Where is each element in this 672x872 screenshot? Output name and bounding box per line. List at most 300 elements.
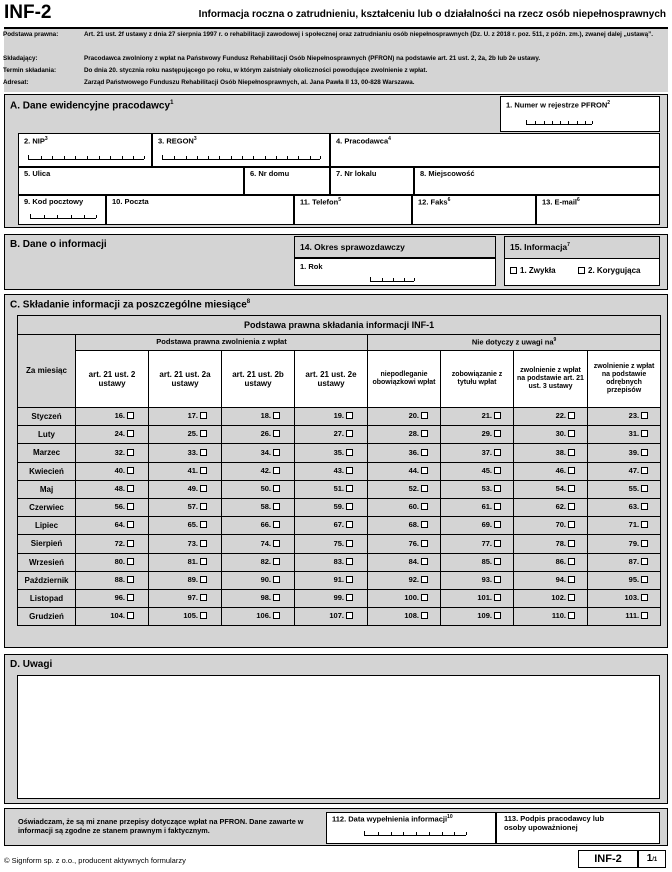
field-number: 106.	[256, 611, 271, 621]
field-number: 21.	[481, 411, 492, 421]
month-checkbox-cell[interactable]	[441, 498, 514, 516]
checkbox-icon[interactable]	[127, 485, 134, 492]
field-number: 50.	[260, 484, 271, 494]
form-title: Informacja roczna o zatrudnieniu, kształceniu lub o działalności na rzecz osób niepełnosprawnych	[198, 9, 666, 20]
month-checkbox-cell[interactable]	[514, 608, 588, 626]
digit-comb	[364, 831, 466, 836]
field-number: 109.	[477, 611, 492, 621]
checkbox-icon[interactable]	[494, 467, 501, 474]
checkbox-icon[interactable]	[200, 612, 207, 619]
checkbox-icon[interactable]	[568, 412, 575, 419]
table-row	[18, 517, 661, 535]
month-checkbox-cell[interactable]	[76, 426, 149, 444]
month-checkbox-cell[interactable]	[514, 571, 588, 589]
checkbox-icon[interactable]	[641, 449, 648, 456]
month-checkbox-cell[interactable]	[76, 408, 149, 426]
email-label: 13. E-mail$^6$	[542, 197, 580, 207]
month-checkbox-cell[interactable]	[222, 571, 295, 589]
field-number: 81.	[187, 556, 198, 566]
month-label: Wrzesień	[18, 553, 76, 571]
checkbox-icon[interactable]	[127, 430, 134, 437]
checkbox-icon[interactable]	[641, 485, 648, 492]
month-checkbox-cell[interactable]	[441, 517, 514, 535]
checkbox-icon[interactable]	[568, 485, 575, 492]
checkbox-icon[interactable]	[346, 430, 353, 437]
month-checkbox-cell[interactable]	[149, 408, 222, 426]
field-number: 52.	[408, 484, 419, 494]
month-label: Lipiec	[18, 517, 76, 535]
checkbox-icon[interactable]	[127, 449, 134, 456]
month-checkbox-cell[interactable]	[149, 517, 222, 535]
digit-comb	[370, 277, 414, 282]
checkbox-icon[interactable]	[346, 503, 353, 510]
month-checkbox-cell[interactable]	[441, 480, 514, 498]
postal-code-label: 9. Kod pocztowy	[24, 197, 84, 206]
field-number: 22.	[555, 411, 566, 421]
field-number: 79.	[628, 538, 640, 548]
checkbox-icon[interactable]	[273, 540, 280, 547]
checkbox-icon[interactable]	[273, 576, 280, 583]
month-checkbox-cell[interactable]	[368, 608, 441, 626]
month-checkbox-cell[interactable]	[295, 535, 368, 553]
footer-form-code-box: INF-2	[578, 850, 638, 868]
month-checkbox-cell[interactable]	[368, 553, 441, 571]
month-checkbox-cell[interactable]	[295, 480, 368, 498]
checkbox-icon[interactable]	[200, 449, 207, 456]
checkbox-icon[interactable]	[200, 503, 207, 510]
checkbox-icon[interactable]	[346, 612, 353, 619]
checkbox-icon[interactable]	[421, 612, 428, 619]
checkbox-icon[interactable]	[641, 558, 648, 565]
column-header: zwolnienie z wpłat na podstawie odrębnych przepisów	[588, 351, 661, 408]
month-checkbox-cell[interactable]	[514, 480, 588, 498]
field-number: 89.	[187, 574, 198, 584]
field-number: 19.	[333, 411, 344, 421]
month-checkbox-cell[interactable]	[222, 553, 295, 571]
table-row	[18, 608, 661, 626]
field-number: 97.	[187, 593, 198, 603]
field-number: 87.	[628, 556, 640, 566]
employer-label: 4. Pracodawca$^4$	[336, 136, 391, 146]
checkbox-icon[interactable]	[421, 503, 428, 510]
month-checkbox-cell[interactable]	[441, 408, 514, 426]
checkbox-icon[interactable]	[127, 467, 134, 474]
month-checkbox-cell[interactable]	[368, 462, 441, 480]
checkbox-icon[interactable]	[421, 521, 428, 528]
checkbox-icon[interactable]	[568, 594, 575, 601]
checkbox-icon[interactable]	[127, 521, 134, 528]
checkbox-icon[interactable]	[346, 540, 353, 547]
fill-date-label: 112. Data wypełnienia informacji$^{10}$	[332, 814, 453, 824]
checkbox-icon[interactable]	[200, 558, 207, 565]
monthly-table	[17, 315, 661, 626]
option-corrective[interactable]: 2. Korygująca	[578, 266, 640, 275]
month-checkbox-cell[interactable]	[514, 553, 588, 571]
field-number: 17.	[187, 411, 198, 421]
field-number: 84.	[408, 556, 419, 566]
field-number: 72.	[114, 538, 125, 548]
month-checkbox-cell[interactable]	[441, 444, 514, 462]
field-number: 28.	[408, 429, 419, 439]
column-header: zwolnienie z wpłat na podstawie art. 21 ust. 3 ustawy	[514, 351, 588, 408]
checkbox-icon[interactable]	[494, 412, 501, 419]
month-label: Czerwiec	[18, 498, 76, 516]
month-checkbox-cell[interactable]	[441, 426, 514, 444]
copyright: © Signform sp. z o.o., producent aktywnych formularzy	[4, 856, 186, 865]
checkbox-icon[interactable]	[200, 412, 207, 419]
month-checkbox-cell[interactable]	[149, 571, 222, 589]
month-checkbox-cell[interactable]	[295, 589, 368, 607]
month-checkbox-cell[interactable]	[149, 480, 222, 498]
checkbox-icon[interactable]	[641, 412, 648, 419]
checkbox-icon[interactable]	[200, 594, 207, 601]
checkbox-icon[interactable]	[641, 521, 648, 528]
checkbox-icon[interactable]	[200, 485, 207, 492]
field-number: 77.	[481, 538, 492, 548]
field-number: 101.	[477, 593, 492, 603]
checkbox-icon[interactable]	[568, 430, 575, 437]
field-number: 51.	[333, 484, 344, 494]
field-number: 38.	[555, 447, 566, 457]
month-checkbox-cell[interactable]	[588, 535, 661, 553]
month-checkbox-cell[interactable]	[149, 553, 222, 571]
checkbox-icon[interactable]	[568, 521, 575, 528]
checkbox-icon[interactable]	[200, 467, 207, 474]
month-checkbox-cell[interactable]	[222, 517, 295, 535]
month-checkbox-cell[interactable]	[295, 608, 368, 626]
month-checkbox-cell[interactable]	[222, 480, 295, 498]
option-regular[interactable]: 1. Zwykła	[510, 266, 556, 275]
field-number: 26.	[260, 429, 271, 439]
month-label: Listopad	[18, 589, 76, 607]
city-label: 8. Miejscowość	[420, 169, 475, 178]
month-checkbox-cell[interactable]	[588, 408, 661, 426]
month-checkbox-cell[interactable]	[76, 498, 149, 516]
month-checkbox-cell[interactable]	[76, 571, 149, 589]
info-row-deadline: Termin składania: Do dnia 20. stycznia roku następującego po roku, w którym zaistniały okoliczności powodujące zwolnienie z wpłat.	[3, 67, 428, 74]
checkbox-icon[interactable]	[346, 521, 353, 528]
field-number: 45.	[481, 465, 492, 475]
field-number: 96.	[114, 593, 125, 603]
month-checkbox-cell[interactable]	[76, 608, 149, 626]
page-number: 1/1	[638, 850, 666, 868]
month-checkbox-cell[interactable]	[514, 462, 588, 480]
month-checkbox-cell[interactable]	[514, 444, 588, 462]
table-row	[18, 553, 661, 571]
checkbox-icon[interactable]	[494, 449, 501, 456]
month-checkbox-cell[interactable]	[149, 462, 222, 480]
field-number: 105.	[183, 611, 198, 621]
month-checkbox-cell[interactable]	[588, 608, 661, 626]
field-number: 69.	[481, 520, 492, 530]
checkbox-icon[interactable]	[641, 612, 648, 619]
field-number: 55.	[628, 484, 640, 494]
month-checkbox-cell[interactable]	[588, 498, 661, 516]
checkbox-icon[interactable]	[641, 430, 648, 437]
checkbox-icon[interactable]	[346, 576, 353, 583]
month-checkbox-cell[interactable]	[149, 444, 222, 462]
month-checkbox-cell[interactable]	[441, 589, 514, 607]
checkbox-icon[interactable]	[273, 467, 280, 474]
checkbox-icon[interactable]	[568, 612, 575, 619]
checkbox-icon[interactable]	[346, 412, 353, 419]
declaration-text: Oświadczam, że są mi znane przepisy dotyczące wpłat na PFRON. Dane zawarte w informacji są zgodne ze stanem prawnym i faktycznym.	[18, 817, 304, 836]
month-checkbox-cell[interactable]	[441, 553, 514, 571]
table-row	[18, 426, 661, 444]
month-checkbox-cell[interactable]	[222, 589, 295, 607]
month-checkbox-cell[interactable]	[222, 608, 295, 626]
checkbox-icon[interactable]	[346, 485, 353, 492]
month-checkbox-cell[interactable]	[222, 444, 295, 462]
month-checkbox-cell[interactable]	[149, 498, 222, 516]
checkbox-icon[interactable]	[641, 540, 648, 547]
checkbox-icon[interactable]	[494, 521, 501, 528]
month-checkbox-cell[interactable]	[588, 589, 661, 607]
month-label: Styczeń	[18, 408, 76, 426]
checkbox-icon[interactable]	[641, 503, 648, 510]
info-row-submitter: Składający: Pracodawca zwolniony z wpłat na Państwowy Fundusz Rehabilitacji Osób Niepełnosprawnych (PFRON) na podstawie art. 21 ust. 2, 2a, 2b lub 2e ustawy.	[3, 55, 541, 62]
month-checkbox-cell[interactable]	[441, 608, 514, 626]
month-checkbox-cell[interactable]	[222, 498, 295, 516]
checkbox-icon[interactable]	[641, 594, 648, 601]
remarks-field[interactable]	[17, 675, 660, 799]
field-number: 49.	[187, 484, 198, 494]
checkbox-icon[interactable]	[421, 412, 428, 419]
month-checkbox-cell[interactable]	[222, 408, 295, 426]
month-checkbox-cell[interactable]	[514, 517, 588, 535]
checkbox-icon[interactable]	[494, 430, 501, 437]
checkbox-icon[interactable]	[273, 503, 280, 510]
checkbox-icon[interactable]	[568, 503, 575, 510]
month-checkbox-cell[interactable]	[514, 426, 588, 444]
month-checkbox-cell[interactable]	[76, 589, 149, 607]
month-checkbox-cell[interactable]	[222, 462, 295, 480]
field-number: 93.	[481, 574, 492, 584]
month-checkbox-cell[interactable]	[441, 571, 514, 589]
checkbox-icon[interactable]	[273, 594, 280, 601]
checkbox-icon[interactable]	[127, 612, 134, 619]
checkbox-icon[interactable]	[421, 430, 428, 437]
month-checkbox-cell[interactable]	[441, 462, 514, 480]
checkbox-icon[interactable]	[494, 612, 501, 619]
month-checkbox-cell[interactable]	[76, 517, 149, 535]
month-checkbox-cell[interactable]	[368, 589, 441, 607]
month-checkbox-cell[interactable]	[588, 444, 661, 462]
field-number: 59.	[333, 502, 344, 512]
month-checkbox-cell[interactable]	[588, 426, 661, 444]
checkbox-icon[interactable]	[127, 503, 134, 510]
month-checkbox-cell[interactable]	[368, 426, 441, 444]
checkbox-icon[interactable]	[273, 412, 280, 419]
checkbox-icon[interactable]	[494, 540, 501, 547]
checkbox-icon[interactable]	[421, 449, 428, 456]
field-number: 76.	[408, 538, 419, 548]
column-header: art. 21 ust. 2a ustawy	[149, 351, 222, 408]
field-number: 47.	[628, 465, 640, 475]
checkbox-icon[interactable]	[273, 430, 280, 437]
month-checkbox-cell[interactable]	[514, 535, 588, 553]
field-number: 16.	[114, 411, 125, 421]
field-number: 30.	[555, 429, 566, 439]
month-checkbox-cell[interactable]	[295, 444, 368, 462]
checkbox-icon[interactable]	[568, 540, 575, 547]
table-row	[18, 589, 661, 607]
field-number: 63.	[628, 502, 640, 512]
month-label: Październik	[18, 571, 76, 589]
checkbox-icon	[510, 267, 517, 274]
checkbox-icon[interactable]	[127, 412, 134, 419]
month-checkbox-cell[interactable]	[588, 517, 661, 535]
digit-comb	[162, 155, 320, 160]
checkbox-icon	[578, 267, 585, 274]
checkbox-icon[interactable]	[200, 576, 207, 583]
field-number: 98.	[260, 593, 271, 603]
checkbox-icon[interactable]	[346, 558, 353, 565]
phone-label: 11. Telefon$^5$	[300, 197, 341, 207]
field-number: 99.	[333, 593, 344, 603]
info-row-legal-basis: Podstawa prawna: Art. 21 ust. 2f ustawy z dnia 27 sierpnia 1997 r. o rehabilitacji zawodowej i społecznej oraz zatrudnianiu osób niepełnosprawnych (Dz. U. z 2018 r. poz. 511, z późn. zm.), zwanej dalej „ustawą”.	[3, 31, 653, 38]
month-checkbox-cell[interactable]	[368, 408, 441, 426]
month-label: Luty	[18, 426, 76, 444]
field-number: 66.	[260, 520, 271, 530]
month-checkbox-cell[interactable]	[514, 498, 588, 516]
checkbox-icon[interactable]	[346, 449, 353, 456]
checkbox-icon[interactable]	[494, 576, 501, 583]
table-row	[18, 408, 661, 426]
month-checkbox-cell[interactable]	[149, 535, 222, 553]
field-number: 90.	[260, 574, 271, 584]
table-row	[18, 462, 661, 480]
month-checkbox-cell[interactable]	[149, 589, 222, 607]
month-checkbox-cell[interactable]	[514, 408, 588, 426]
checkbox-icon[interactable]	[421, 467, 428, 474]
checkbox-icon[interactable]	[273, 521, 280, 528]
nip-label: 2. NIP$^3$	[24, 136, 48, 146]
section-c-title: C. Składanie informacji za poszczególne miesiące$^8$	[10, 299, 251, 311]
month-checkbox-cell[interactable]	[441, 535, 514, 553]
section-d-title: D. Uwagi	[10, 659, 53, 670]
field-number: 20.	[408, 411, 419, 421]
checkbox-icon[interactable]	[200, 430, 207, 437]
checkbox-icon[interactable]	[568, 449, 575, 456]
month-checkbox-cell[interactable]	[222, 535, 295, 553]
checkbox-icon[interactable]	[273, 612, 280, 619]
checkbox-icon[interactable]	[421, 594, 428, 601]
checkbox-icon[interactable]	[127, 540, 134, 547]
field-number: 57.	[187, 502, 198, 512]
checkbox-icon[interactable]	[421, 576, 428, 583]
field-number: 54.	[555, 484, 566, 494]
month-checkbox-cell[interactable]	[76, 480, 149, 498]
month-checkbox-cell[interactable]	[149, 426, 222, 444]
field-number: 29.	[481, 429, 492, 439]
month-checkbox-cell[interactable]	[295, 498, 368, 516]
post-office-label: 10. Poczta	[112, 197, 149, 206]
month-checkbox-cell[interactable]	[368, 480, 441, 498]
field-number: 71.	[628, 520, 640, 530]
month-checkbox-cell[interactable]	[368, 444, 441, 462]
info-row-addressee: Adresat: Zarząd Państwowego Funduszu Rehabilitacji Osób Niepełnosprawnych, al. Jana Pawła II 13, 00-828 Warszawa.	[3, 79, 415, 86]
month-checkbox-cell[interactable]	[295, 517, 368, 535]
field-number: 48.	[114, 484, 125, 494]
checkbox-icon[interactable]	[200, 540, 207, 547]
field-number: 36.	[408, 447, 419, 457]
checkbox-icon[interactable]	[568, 467, 575, 474]
field-number: 92.	[408, 574, 419, 584]
month-checkbox-cell[interactable]	[514, 589, 588, 607]
field-number: 80.	[114, 556, 125, 566]
month-checkbox-cell[interactable]	[295, 553, 368, 571]
checkbox-icon[interactable]	[273, 485, 280, 492]
checkbox-icon[interactable]	[641, 467, 648, 474]
checkbox-icon[interactable]	[346, 467, 353, 474]
month-checkbox-cell[interactable]	[222, 426, 295, 444]
checkbox-icon[interactable]	[127, 558, 134, 565]
month-checkbox-cell[interactable]	[588, 462, 661, 480]
field-number: 104.	[110, 611, 125, 621]
month-checkbox-cell[interactable]	[588, 480, 661, 498]
month-checkbox-cell[interactable]	[368, 517, 441, 535]
checkbox-icon[interactable]	[273, 558, 280, 565]
checkbox-icon[interactable]	[641, 576, 648, 583]
month-checkbox-cell[interactable]	[368, 498, 441, 516]
field-number: 35.	[333, 447, 344, 457]
field-number: 62.	[555, 502, 566, 512]
month-checkbox-cell[interactable]	[295, 408, 368, 426]
month-checkbox-cell[interactable]	[76, 535, 149, 553]
checkbox-icon[interactable]	[494, 594, 501, 601]
field-number: 43.	[333, 465, 344, 475]
checkbox-icon[interactable]	[127, 594, 134, 601]
reporting-period-title: 14. Okres sprawozdawczy	[300, 242, 405, 252]
checkbox-icon[interactable]	[346, 594, 353, 601]
checkbox-icon[interactable]	[273, 449, 280, 456]
month-checkbox-cell[interactable]	[295, 571, 368, 589]
field-number: 34.	[260, 447, 271, 457]
checkbox-icon[interactable]	[421, 558, 428, 565]
month-label: Maj	[18, 480, 76, 498]
field-number: 65.	[187, 520, 198, 530]
exemption-basis-header: Podstawa prawna zwolnienia z wpłat	[76, 335, 368, 351]
month-label: Kwiecień	[18, 462, 76, 480]
field-number: 64.	[114, 520, 125, 530]
checkbox-icon[interactable]	[200, 521, 207, 528]
checkbox-icon[interactable]	[421, 485, 428, 492]
month-checkbox-cell[interactable]	[588, 571, 661, 589]
checkbox-icon[interactable]	[494, 558, 501, 565]
main-header: Podstawa prawna składania informacji INF-1	[18, 316, 661, 335]
field-number: 86.	[555, 556, 566, 566]
checkbox-icon[interactable]	[127, 576, 134, 583]
checkbox-icon[interactable]	[421, 540, 428, 547]
street-field[interactable]	[18, 167, 244, 195]
checkbox-icon[interactable]	[568, 576, 575, 583]
month-checkbox-cell[interactable]	[76, 553, 149, 571]
month-checkbox-cell[interactable]	[588, 553, 661, 571]
month-checkbox-cell[interactable]	[368, 571, 441, 589]
month-checkbox-cell[interactable]	[295, 462, 368, 480]
month-checkbox-cell[interactable]	[368, 535, 441, 553]
month-checkbox-cell[interactable]	[76, 462, 149, 480]
month-checkbox-cell[interactable]	[76, 444, 149, 462]
month-checkbox-cell[interactable]	[295, 426, 368, 444]
checkbox-icon[interactable]	[494, 503, 501, 510]
field-number: 75.	[333, 538, 344, 548]
checkbox-icon[interactable]	[568, 558, 575, 565]
month-checkbox-cell[interactable]	[149, 608, 222, 626]
checkbox-icon[interactable]	[494, 485, 501, 492]
field-number: 46.	[555, 465, 566, 475]
